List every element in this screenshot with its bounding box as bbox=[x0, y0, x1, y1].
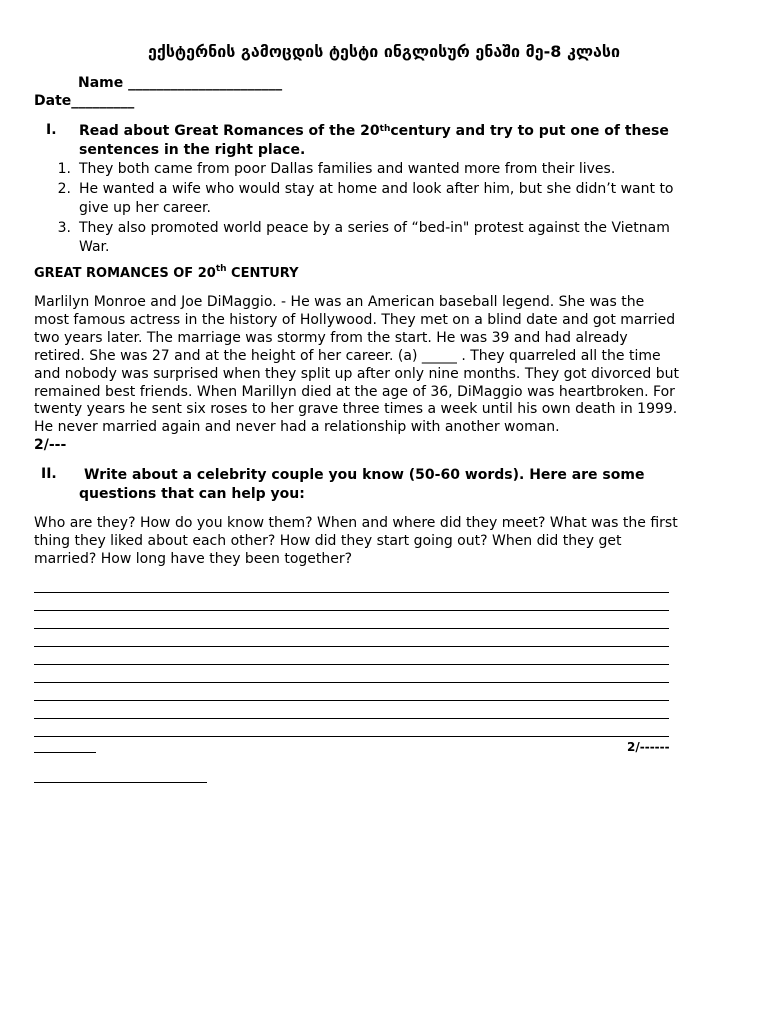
list-item bbox=[34, 160, 684, 180]
list-item bbox=[34, 219, 684, 258]
section2-number: II. bbox=[41, 466, 57, 482]
list-item-number: 1. bbox=[57, 161, 71, 177]
list-item bbox=[34, 180, 684, 219]
section1-score: 2/--- bbox=[34, 437, 67, 453]
section1-number: I. bbox=[46, 122, 57, 138]
writing-line[interactable] bbox=[34, 664, 669, 665]
section1-instruction-a: Read about Great Romances of the 20 bbox=[79, 123, 380, 139]
signature-line[interactable] bbox=[34, 782, 207, 783]
writing-line[interactable] bbox=[34, 610, 669, 611]
reading-paragraph: Marlilyn Monroe and Joe DiMaggio. - He was an American baseball legend. She was the most famous actress in the history of Hollywood. They met on a blind date and got married two years later. The marriage was stormy from the start. He was 39 and had already retired. She was 27 and at the height of her career. (a) _____ . They quarreled all the time and nobody was surprised when they split up after only nine months. They got divorced but remained best friends. When Marillyn died at the age of 36, DiMaggio was heartbroken. For twenty years he sent six roses to her grave three times a week until his own death in 1999. He never married again and never had a relationship with another woman. bbox=[34, 294, 679, 436]
list-item-text: They also promoted world peace by a series of “bed-in" protest against the Vietnam War. bbox=[79, 219, 670, 255]
list-item-number: 2. bbox=[57, 180, 71, 197]
writing-line[interactable] bbox=[34, 682, 669, 683]
sentence-list bbox=[34, 160, 684, 258]
reading-heading-a: GREAT ROMANCES OF 20 bbox=[34, 266, 216, 281]
writing-line[interactable] bbox=[34, 700, 669, 701]
guide-questions: Who are they? How do you know them? When and where did they meet? What was the first thing they liked about each other? How did they start going out? When did they get married? How long have they been together? bbox=[34, 515, 678, 567]
section1-instruction-sup: th bbox=[379, 124, 391, 134]
list-item-text: They both came from poor Dallas families and wanted more from their lives. bbox=[79, 161, 616, 177]
reading-heading-b: CENTURY bbox=[226, 266, 299, 281]
writing-line[interactable] bbox=[34, 646, 669, 647]
writing-line[interactable] bbox=[34, 736, 669, 737]
writing-line[interactable] bbox=[34, 718, 669, 719]
date-field: Date_________ bbox=[34, 93, 135, 109]
section1-instruction bbox=[79, 122, 679, 160]
reading-heading bbox=[34, 266, 299, 281]
list-item-number: 3. bbox=[57, 219, 71, 236]
list-item-text: He wanted a wife who would stay at home and look after him, but she didn’t want to give up her career. bbox=[79, 180, 674, 216]
writing-line[interactable] bbox=[34, 592, 669, 593]
page-title: ექსტერნის გამოცდის ტესტი ინგლისურ ენაში მე-8 კლასი bbox=[147, 42, 620, 61]
name-field: Name ______________________ bbox=[78, 75, 283, 91]
section2-score: 2/------ bbox=[627, 740, 670, 754]
section2-instruction: Write about a celebrity couple you know (50-60 words). Here are some questions that can help you: bbox=[79, 467, 645, 502]
writing-line-short[interactable] bbox=[34, 752, 96, 753]
section1-instruction-b: century and try to put one of these sentences in the right place. bbox=[79, 123, 669, 158]
writing-line[interactable] bbox=[34, 628, 669, 629]
reading-heading-sup: th bbox=[215, 264, 227, 274]
